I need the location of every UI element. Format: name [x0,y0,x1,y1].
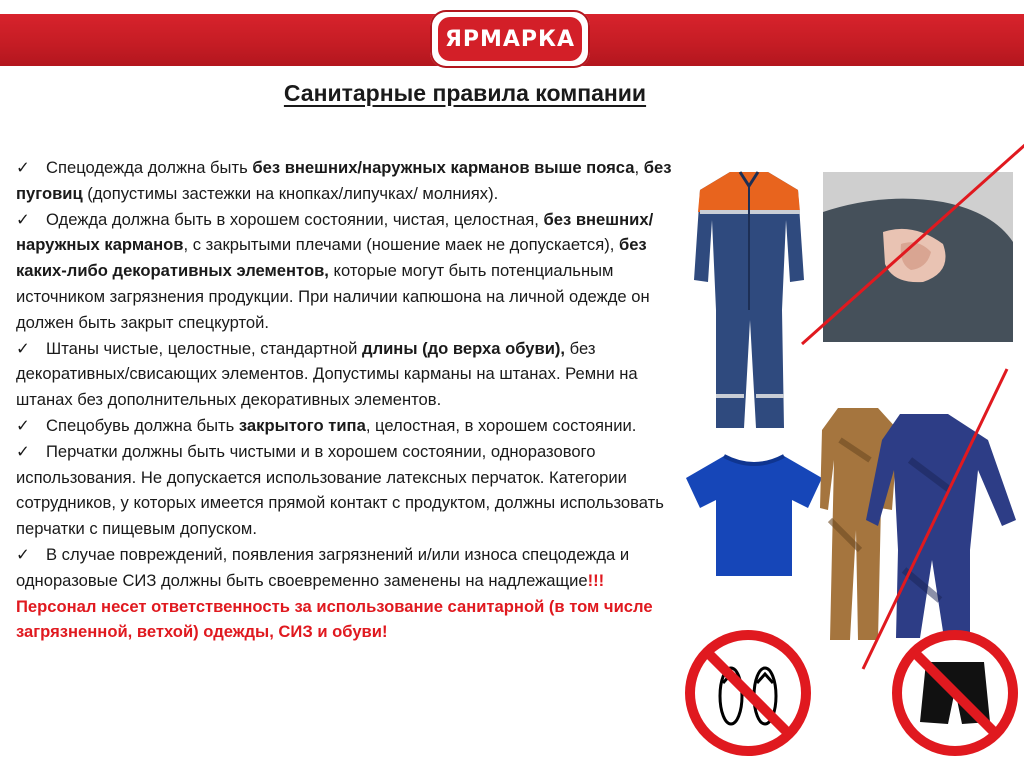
no-flip-flops-sign-icon [683,628,813,758]
rule-item [16,155,686,207]
rule-text: Штаны чистые, целостные, стандартной [46,338,363,358]
rule-text: , с закрытыми плечами (ношение маек не допускается), [183,235,619,255]
rule-item [16,439,686,542]
rule-emphasis: без внешних/наружных карманов выше пояса [252,158,635,177]
rule-item [16,336,686,413]
rule-item [16,207,686,336]
rule-text: (допустимы застежки на кнопках/липучках/ молниях). [82,183,499,203]
checkmark-icon: ✓ [16,338,30,358]
checkmark-icon: ✓ [16,158,30,177]
checkmark-icon: ✓ [16,415,30,435]
rule-emphasis: закрытого типа [238,415,366,435]
rule-item [16,542,686,594]
logo-text: ЯРМАРКА [438,17,582,61]
rule-text: , [634,158,644,177]
rule-emphasis: без внешних/наружных карманов [16,209,654,255]
rule-text: Спецодежда должна быть [46,158,253,177]
rule-item [16,413,686,439]
rule-emphasis: без каких-либо декоративных элементов, [16,235,647,281]
page-title: Санитарные правила компании [283,80,647,106]
rule-emphasis: !!! [587,570,605,590]
tshirt-image [684,452,824,580]
rule-text: , целостная, в хорошем состоянии. [365,415,637,435]
logo [430,10,590,68]
rule-text: Перчатки должны быть чистыми и в хорошем состоянии, одноразового использования. Не допускается использование латексных перчаток. Категории сотрудников, у которых имеется прямой контакт с продуктом, должны использовать перчатки с пищевым допуском. [16,441,664,539]
workwear-jumpsuit-image [690,160,808,432]
checkmark-icon: ✓ [16,544,30,564]
checkmark-icon: ✓ [16,441,30,461]
rule-emphasis: длины (до верха обуви), [362,338,566,358]
no-shorts-sign-icon [890,628,1020,758]
rule-text: без декоративных/свисающих элементов. Допустимы карманы на штанах. Ремни на штанах без дополнительных декоративных элементов. [16,338,638,410]
rule-text: Одежда должна быть в хорошем состоянии, чистая, целостная, [46,209,544,229]
rule-emphasis: без пуговиц [16,158,672,203]
rule-text: которые могут быть потенциальным источником загрязнения продукции. При наличии капюшона на личной одежде он должен быть закрыт спецкуртой. [16,261,650,332]
checkmark-icon: ✓ [16,209,30,229]
responsibility-warning: Персонал несет ответственность за использование санитарной (в том числе загрязненной, ветхой) одежды, СИЗ и обуви! [16,596,653,642]
prohibited-red-slash [798,140,1024,350]
rules-list [16,155,686,645]
rule-text: Спецобувь должна быть [46,415,239,435]
rule-text: В случае повреждений, появления загрязнений и/или износа спецодежда и одноразовые СИЗ должны быть своевременно заменены на надлежащие [16,544,630,590]
